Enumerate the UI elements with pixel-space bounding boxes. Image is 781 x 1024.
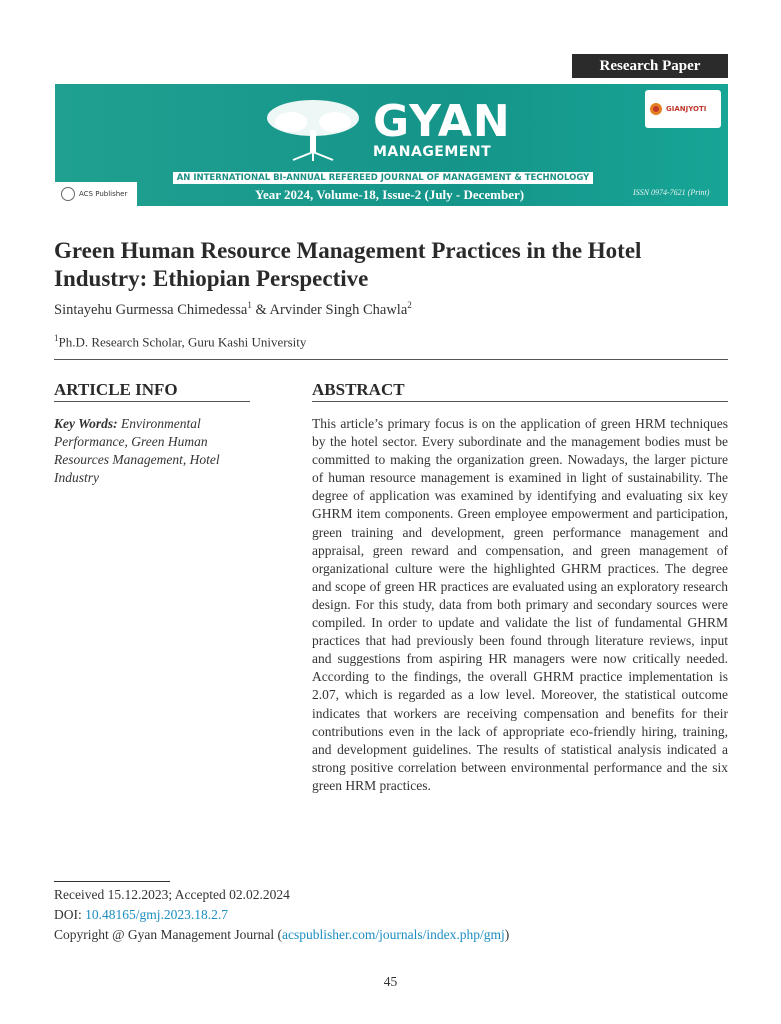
doi-label: DOI: (54, 907, 86, 922)
abstract-text: This article’s primary focus is on the application of green HRM techniques by the hotel sector. Every subordinate and the management bodies must be committed to making the organization green. Nowadays, the larger picture of human resource management is examined in light of sustainability. The degree of application was examined by identifying and evaluating six key GHRM item components. Green employee empowerment and participation, green training and development, green performance management and appraisal, green reward and compensation, and green management of organizational culture were the highlighted GHRM practices. The degree and scope of green HR practices are evaluated using an exploratory research design. For this study, data from both primary and secondary sources were compiled. In order to update and validate the list of fundamental GHRM practices that had previously been found through literature reviews, input and suggestions from aspiring HR managers were now critically needed. According to the findings, the overall GHRM practice implementation is 2.07, which is regarded as a low level. Moreover, the statistical outcome indicates that workers are receiving compensation and benefits for their contributions even in the lack of appropriate eco-friendly hiring, training, and development guidelines. The results of statistical analysis indicated a strong positive correlation between environmental performance and the six green HRM practices. (312, 416, 728, 793)
keywords-text: Environmental Performance, Green Human Resources Management, Hotel Industry (54, 416, 220, 485)
doi-link[interactable]: 10.48165/gmj.2023.18.2.7 (85, 907, 229, 922)
partner-name: GIANJYOTI (666, 105, 707, 113)
authors (54, 300, 412, 319)
publisher-name: ACS Publisher (79, 190, 128, 198)
author-1-sup: 1 (247, 300, 252, 310)
copyright (54, 927, 509, 943)
journal-name: GYAN (373, 96, 511, 147)
research-paper-tag: Research Paper (572, 54, 728, 78)
page-number: 45 (383, 974, 398, 989)
article-info-divider (54, 401, 250, 402)
article-info-heading: ARTICLE INFO (54, 380, 178, 399)
keywords (54, 415, 244, 487)
abstract-heading: ABSTRACT (312, 380, 405, 399)
abstract-divider (312, 401, 728, 402)
article-title: Green Human Resource Management Practices in the Hotel Industry: Ethiopian Perspective (54, 238, 642, 291)
publisher-emblem-icon (61, 187, 75, 201)
affiliation-text: Ph.D. Research Scholar, Guru Kashi University (58, 334, 307, 350)
tree-logo-icon (263, 96, 363, 162)
author-2: Arvinder Singh Chawla (269, 301, 408, 318)
author-separator: & (255, 301, 267, 318)
received-dates: Received 15.12.2023; Accepted 02.02.2024 (54, 887, 290, 902)
copyright-suffix: ) (504, 927, 510, 942)
partner-logo (645, 90, 721, 128)
doi (54, 907, 228, 923)
journal-banner (55, 84, 728, 206)
journal-tagline: AN INTERNATIONAL BI-ANNUAL REFEREED JOURNAL OF MANAGEMENT & TECHNOLOGY (173, 172, 593, 184)
copyright-prefix: Copyright @ Gyan Management Journal ( (54, 927, 283, 942)
issn: ISSN 0974-7621 (Print) (633, 188, 710, 197)
header-divider (54, 359, 728, 360)
author-2-sup: 2 (407, 300, 412, 310)
footnote-divider (54, 881, 170, 882)
author-1: Sintayehu Gurmessa Chimedessa (54, 301, 248, 318)
affiliation-sup: 1 (54, 333, 59, 343)
publisher-logo (55, 182, 137, 206)
partner-emblem-icon (649, 102, 663, 116)
year-volume-issue: Year 2024, Volume-18, Issue-2 (July - December) (255, 187, 525, 202)
journal-subname: MANAGEMENT (373, 144, 492, 160)
keywords-label: Key Words: (54, 416, 118, 431)
journal-url-link[interactable]: acspublisher.com/journals/index.php/gmj (282, 927, 505, 942)
affiliation (54, 333, 306, 350)
